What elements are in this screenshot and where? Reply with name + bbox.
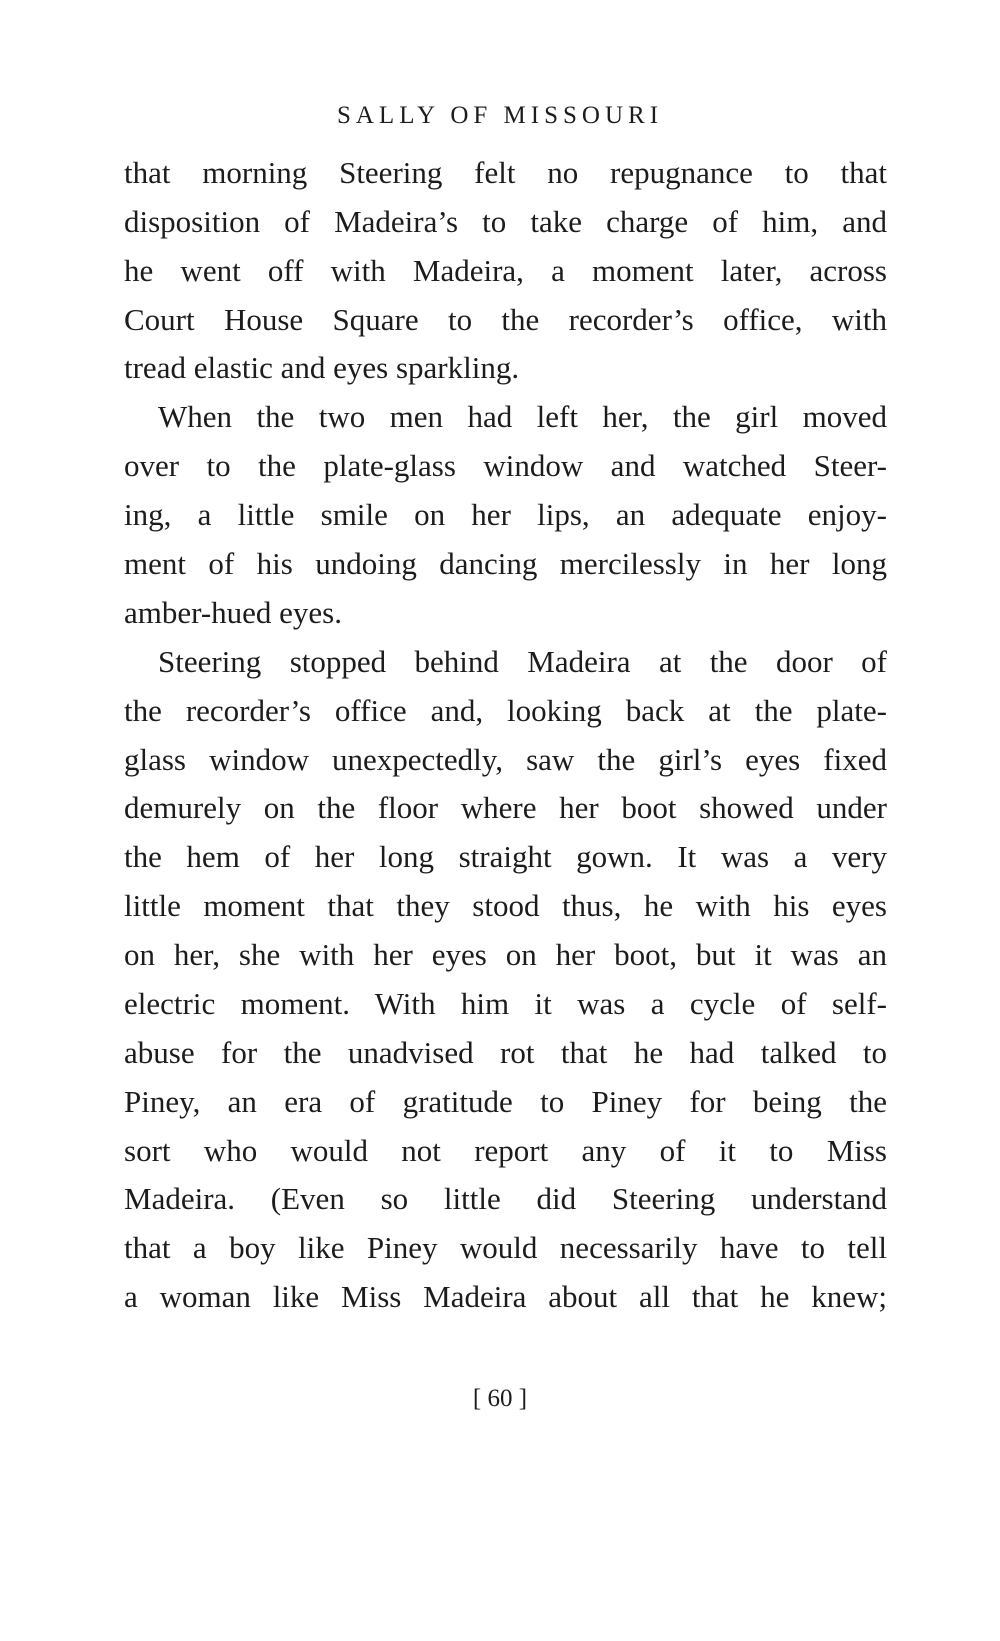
- text-line: sort who would not report any of it to Miss: [124, 1133, 887, 1168]
- text-line: he went off with Madeira, a moment later, across: [124, 253, 887, 288]
- text-line: When the two men had left her, the girl moved: [158, 399, 887, 434]
- text-line: ment of his undoing dancing mercilessly in her long: [124, 546, 887, 581]
- text-line: Piney, an era of gratitude to Piney for being the: [124, 1084, 887, 1119]
- text-line: over to the plate-glass window and watched Steer-: [124, 448, 887, 483]
- page-number: [ 60 ]: [472, 1385, 528, 1412]
- text-line: little moment that they stood thus, he with his eyes: [124, 888, 887, 923]
- text-line: demurely on the floor where her boot showed under: [124, 790, 887, 825]
- text-line: glass window unexpectedly, saw the girl’s eyes fixed: [124, 742, 887, 777]
- text-line: tread elastic and eyes sparkling.: [124, 350, 520, 385]
- running-head: SALLY OF MISSOURI: [336, 102, 664, 129]
- text-line: the hem of her long straight gown. It was a very: [124, 839, 887, 874]
- text-line: a woman like Miss Madeira about all that he knew;: [124, 1279, 887, 1314]
- text-line: on her, she with her eyes on her boot, but it was an: [124, 937, 887, 972]
- text-line: amber-hued eyes.: [124, 595, 342, 630]
- text-line: that a boy like Piney would necessarily have to tell: [124, 1230, 887, 1265]
- text-line: abuse for the unadvised rot that he had talked to: [124, 1035, 887, 1070]
- text-line: electric moment. With him it was a cycle of self-: [124, 986, 887, 1021]
- text-line: disposition of Madeira’s to take charge of him, and: [124, 204, 887, 239]
- text-line: Court House Square to the recorder’s office, with: [124, 302, 887, 337]
- text-line: Steering stopped behind Madeira at the door of: [158, 644, 887, 679]
- text-line: Madeira. (Even so little did Steering understand: [124, 1181, 887, 1216]
- text-line: that morning Steering felt no repugnance to that: [124, 155, 887, 190]
- text-line: the recorder’s office and, looking back at the plate-: [124, 693, 887, 728]
- text-line: ing, a little smile on her lips, an adequate enjoy-: [124, 497, 887, 532]
